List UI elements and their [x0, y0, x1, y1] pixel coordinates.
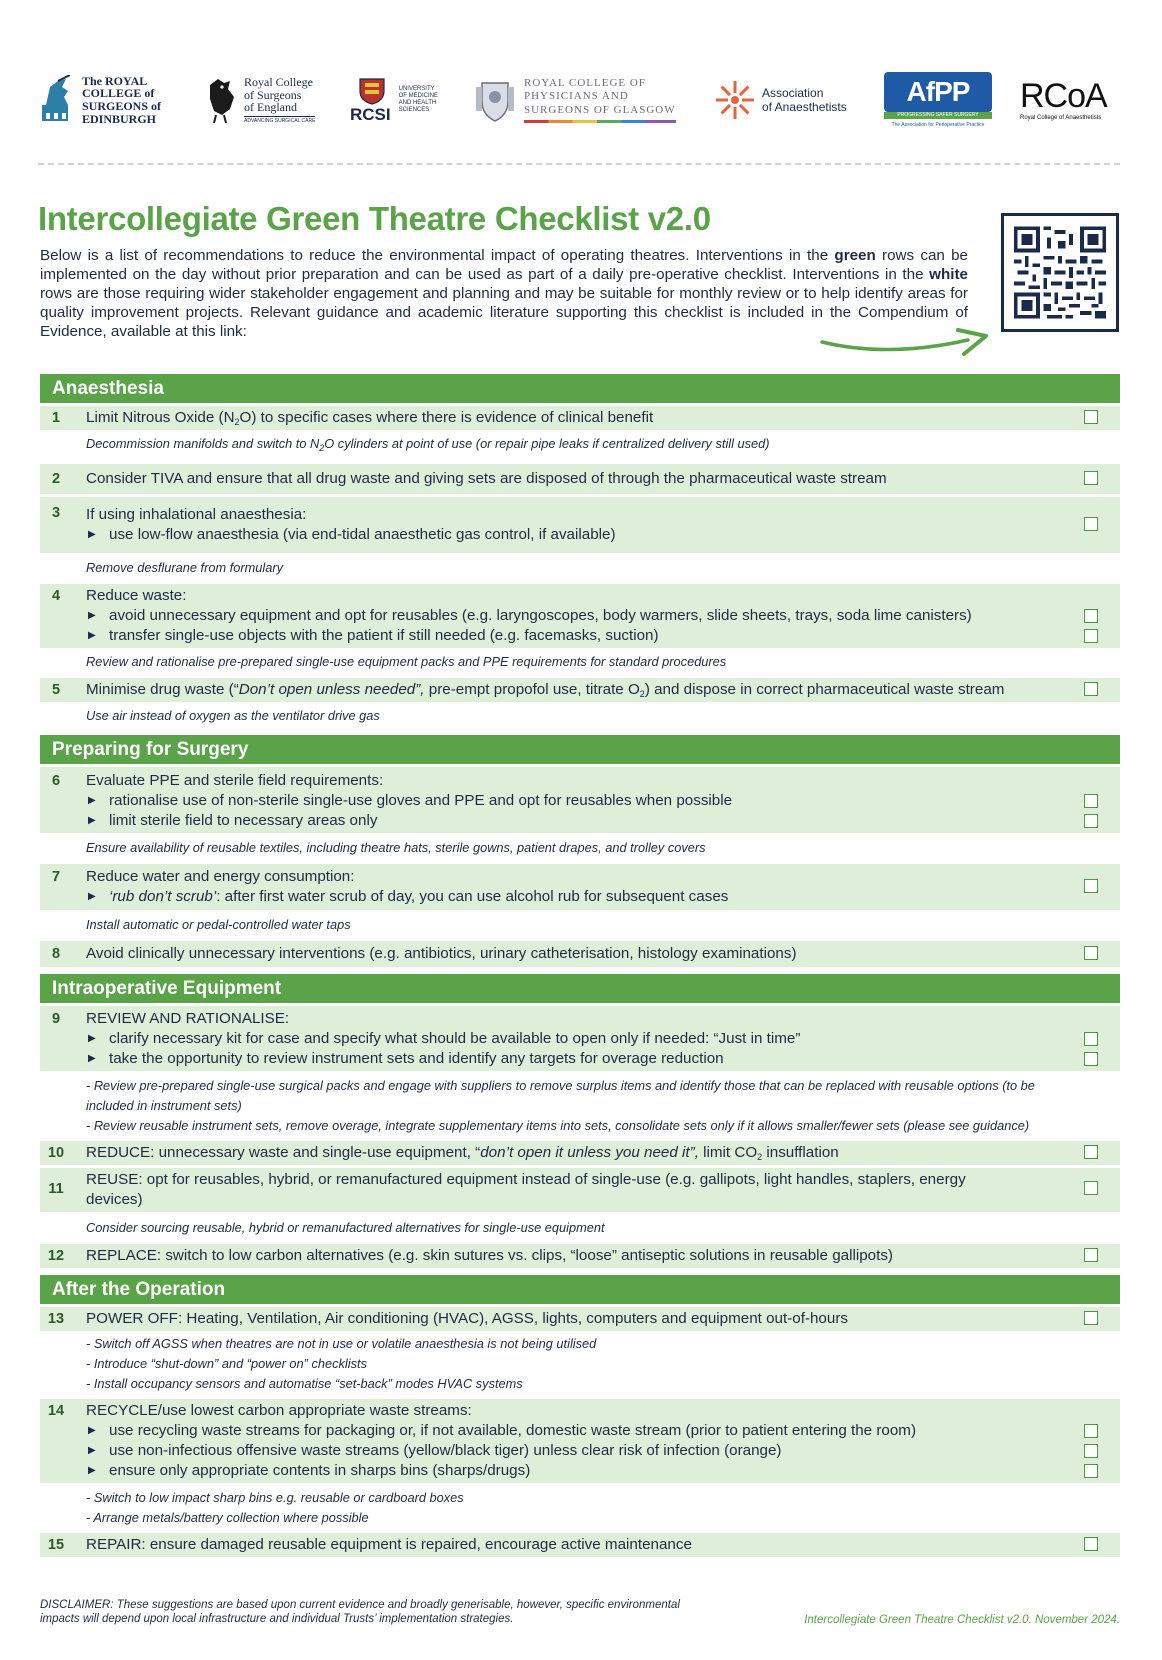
section-after: After the Operation	[40, 1275, 1120, 1304]
aoa-line-2: of Anaesthetists	[762, 100, 847, 114]
rcpsg-line-2: PHYSICIANS AND	[524, 90, 629, 103]
rcsed-line-4: EDINBURGH	[82, 111, 157, 126]
item-number: 10	[47, 1145, 65, 1161]
rcpsg-logo	[474, 68, 676, 132]
aoa-logo	[714, 68, 847, 132]
rcsed-logo	[38, 68, 161, 132]
rcpsg-line-3: SURGEONS OF GLASGOW	[524, 103, 676, 116]
item-number: 2	[51, 471, 61, 487]
item-number: 4	[51, 588, 61, 604]
rcsed-line-2: COLLEGE of	[82, 86, 155, 101]
checkbox[interactable]	[1084, 1248, 1098, 1262]
item-text: Consider TIVA and ensure that all drug waste and giving sets are disposed of through the pharmaceutical waste stream	[86, 469, 1050, 489]
checklist-item-2	[40, 464, 1120, 494]
section-anaesthesia: Anaesthesia	[40, 374, 1120, 403]
bird-crest-icon	[204, 75, 238, 125]
item-text: REPAIR: ensure damaged reusable equipment is repaired, encourage active maintenance	[86, 1535, 1050, 1555]
item-bullet: ▶ rationalise use of non-sterile single-use gloves and PPE and opt for reusables when possible	[86, 791, 1050, 811]
checkbox[interactable]	[1084, 1444, 1098, 1458]
checklist-item-15	[40, 1533, 1120, 1557]
checkbox[interactable]	[1084, 609, 1098, 623]
checklist-item-5	[40, 678, 1120, 702]
item-bullet: ▶ use low-flow anaesthesia (via end-tidal anaesthetic gas control, if available)	[86, 525, 1050, 545]
item-number: 14	[47, 1403, 65, 1419]
checkbox[interactable]	[1084, 1537, 1098, 1551]
rcseng-line-2: of Surgeons	[244, 87, 302, 102]
rcsi-line-3: AND HEALTH	[398, 100, 437, 106]
rcseng-line-3: of England	[244, 100, 297, 115]
item-number: 12	[47, 1248, 65, 1264]
divider	[38, 163, 1120, 165]
checklist-item-4	[40, 584, 1120, 648]
white-row-note: Ensure availability of reusable textiles, including theatre hats, sterile gowns, patient drapes, and trolley covers	[86, 840, 706, 855]
disclaimer: DISCLAIMER: These suggestions are based upon current evidence and broadly generisable, however, specific environmental impacts will depend upon local infrastructure and individual Trusts’ implementation strategies.	[40, 1599, 680, 1625]
afpp-strip: PROGRESSING SAFER SURGERY	[884, 112, 992, 119]
white-row-note: - Install occupancy sensors and automatise “set-back” modes HVAC systems	[86, 1376, 523, 1391]
rcsi-line-1: UNIVERSITY	[398, 86, 435, 93]
white-row-note: Remove desflurane from formulary	[86, 560, 284, 575]
checkbox[interactable]	[1084, 410, 1098, 424]
item-text: Reduce water and energy consumption:	[86, 868, 355, 885]
item-number: 11	[48, 1181, 64, 1197]
item-number: 6	[51, 773, 61, 789]
item-bullet: ▶ avoid unnecessary equipment and opt for reusables (e.g. laryngoscopes, body warmers, slide sheets, trays, soda lime canisters)	[86, 606, 1050, 626]
rcsi-line-4: SCIENCES	[398, 106, 430, 113]
item-bullet: ▶ limit sterile field to necessary areas only	[86, 811, 1050, 831]
arrow-to-qr-icon	[818, 322, 998, 362]
rcseng-line-1: Royal College	[244, 74, 313, 89]
qr-code[interactable]	[1001, 213, 1119, 332]
white-row-note: - Review pre-prepared single-use surgical packs and engage with suppliers to remove surplus items and identify those that can be replaced with reusable options (to be included in instrument sets)	[86, 1078, 1035, 1113]
checklist-item-7	[40, 864, 1120, 910]
rcseng-tagline: ADVANCING SURGICAL CARE	[244, 117, 316, 124]
checkbox[interactable]	[1084, 1181, 1098, 1195]
checkbox[interactable]	[1084, 1424, 1098, 1438]
rcpsg-line-1: ROYAL COLLEGE OF	[524, 77, 646, 90]
green-keyword: green	[834, 247, 876, 264]
item-number: 8	[51, 946, 61, 962]
item-text: If using inhalational anaesthesia:	[86, 506, 307, 523]
rcoa-tagline: Royal College of Anaesthetists	[1020, 115, 1102, 121]
item-text: RECYCLE/use lowest carbon appropriate waste streams:	[86, 1402, 472, 1419]
rcoa-wordmark: RCoA	[1020, 77, 1107, 115]
rcsi-wordmark: RCSI	[350, 105, 391, 124]
checkbox[interactable]	[1084, 1052, 1098, 1066]
checklist-item-8	[40, 941, 1120, 967]
checklist-item-13	[40, 1307, 1120, 1331]
item-bullet: ▶ ensure only appropriate contents in sharps bins (sharps/drugs)	[86, 1461, 1050, 1481]
rcoa-logo	[1020, 68, 1107, 132]
section-preparing: Preparing for Surgery	[40, 735, 1120, 764]
checkbox[interactable]	[1084, 946, 1098, 960]
item-bullet: ▶ ‘rub don’t scrub’: after first water scrub of day, you can use alcohol rub for subsequent cases	[86, 887, 1050, 907]
item-number: 3	[51, 505, 61, 521]
intro-paragraph: Below is a list of recommendations to reduce the environmental impact of operating theatres. Interventions in the green rows can be implemented on the day without prior preparation and can be used as part of a daily pre-operative checklist. Interventions in the white rows are those requiring wider stakeholder engagement and planning and may be suitable for monthly review or to help identify areas for quality improvement projects. Relevant guidance and academic literature supporting this checklist is included in the Compendium of Evidence, available at this link:	[40, 247, 968, 340]
afpp-logo	[884, 68, 992, 132]
white-row-note: Consider sourcing reusable, hybrid or remanufactured alternatives for single-use equipment	[86, 1220, 605, 1235]
item-text: REDUCE: unnecessary waste and single-use equipment, “don’t open it unless you need it”, limit $CO_2$ insufflation	[86, 1143, 1050, 1163]
afpp-tagline: The Association for Perioperative Practice	[891, 122, 985, 128]
checklist-item-1	[40, 406, 1120, 430]
checklist-item-3	[40, 497, 1120, 553]
item-text: POWER OFF: Heating, Ventilation, Air conditioning (HVAC), AGSS, lights, computers and equipment out-of-hours	[86, 1309, 1050, 1329]
item-number: 7	[51, 869, 61, 885]
checklist-item-11	[40, 1168, 1120, 1212]
checkbox[interactable]	[1084, 629, 1098, 643]
white-row-note: - Introduce “shut-down” and “power on” checklists	[86, 1356, 367, 1371]
item-bullet: ▶ use non-infectious offensive waste streams (yellow/black tiger) unless clear risk of infection (orange)	[86, 1441, 1050, 1461]
aoa-line-1: Association	[762, 85, 824, 100]
checklist-item-6	[40, 767, 1120, 833]
checkbox[interactable]	[1084, 879, 1098, 893]
page-title: Intercollegiate Green Theatre Checklist v2.0	[38, 200, 711, 237]
checkbox[interactable]	[1084, 1311, 1098, 1325]
item-bullet: ▶ clarify necessary kit for case and specify what should be available to open only if needed: “Just in time”	[86, 1029, 1050, 1049]
item-text: REPLACE: switch to low carbon alternatives (e.g. skin sutures vs. clips, “loose” antiseptic solutions in reusable gallipots)	[86, 1246, 1050, 1266]
qr-code-icon	[1014, 226, 1106, 319]
rcsed-line-3: SURGEONS of	[82, 99, 162, 113]
checkbox[interactable]	[1084, 1145, 1098, 1159]
item-text: REUSE: opt for reusables, hybrid, or remanufactured equipment instead of single-use (e.g. gallipots, light handles, staplers, energy devices)	[86, 1171, 966, 1208]
rcpsg-colour-bar	[524, 120, 676, 123]
white-row-note: Review and rationalise pre-prepared single-use equipment packs and PPE requirements for standard procedures	[86, 654, 727, 669]
white-row-note: - Arrange metals/battery collection where possible	[86, 1510, 369, 1525]
item-text: Reduce waste:	[86, 587, 187, 604]
checkbox[interactable]	[1084, 814, 1098, 828]
white-row-note: Decommission manifolds and switch to $N_2O$ cylinders at point of use (or repair pipe leaks if centralized delivery still used)	[86, 436, 770, 453]
checkbox[interactable]	[1084, 471, 1098, 485]
rcsi-logo	[350, 68, 438, 132]
checklist-item-9	[40, 1006, 1120, 1071]
checkbox[interactable]	[1084, 1464, 1098, 1478]
white-keyword: white	[929, 266, 968, 283]
rcsed-line-1: The ROYAL	[82, 73, 148, 88]
white-row-note: - Switch off AGSS when theatres are not in use or volatile anaesthesia is not being utilised	[86, 1336, 597, 1351]
item-number: 13	[47, 1311, 65, 1327]
partner-logos	[38, 68, 1118, 132]
white-row-note: - Review reusable instrument sets, remove overage, integrate supplementary items into sets, consolidate sets only if it allows smaller/fewer sets (please see guidance)	[86, 1118, 1030, 1133]
item-number: 15	[47, 1537, 65, 1553]
starburst-icon	[714, 79, 756, 121]
item-text: Minimise drug waste (“Don’t open unless needed”, pre-empt propofol use, titrate $O_2$) and dispose in correct pharmaceutical waste stream	[86, 680, 1050, 700]
coat-of-arms-icon	[474, 75, 516, 125]
white-row-note: Use air instead of oxygen as the ventilator drive gas	[86, 708, 380, 723]
checkbox[interactable]	[1084, 517, 1098, 531]
checklist	[40, 374, 1120, 1557]
checklist-item-12	[40, 1244, 1120, 1268]
item-number: 1	[51, 410, 61, 426]
footer-version: Intercollegiate Green Theatre Checklist v2.0. November 2024.	[804, 1614, 1120, 1626]
item-text: REVIEW AND RATIONALISE:	[86, 1010, 290, 1027]
item-number: 9	[51, 1011, 61, 1027]
item-bullet: ▶ transfer single-use objects with the patient if still needed (e.g. facemasks, suction)	[86, 626, 1050, 646]
rcsi-line-2: OF MEDICINE	[398, 93, 438, 100]
checklist-item-14	[40, 1399, 1120, 1483]
item-bullet: ▶ take the opportunity to review instrument sets and identify any targets for overage reduction	[86, 1049, 1050, 1069]
rcseng-logo	[204, 68, 315, 132]
item-text: Evaluate PPE and sterile field requirements:	[86, 772, 384, 789]
afpp-wordmark: AfPP	[884, 72, 992, 112]
section-intraop: Intraoperative Equipment	[40, 974, 1120, 1003]
checklist-item-10	[40, 1141, 1120, 1165]
item-text: Limit Nitrous Oxide $(N_2O)$ to specific cases where there is evidence of clinical benefit	[86, 408, 1050, 428]
checkbox[interactable]	[1084, 682, 1098, 696]
unicorn-crest-icon	[38, 75, 76, 125]
checkbox[interactable]	[1084, 794, 1098, 808]
white-row-note: - Switch to low impact sharp bins e.g. reusable or cardboard boxes	[86, 1490, 464, 1505]
checkbox[interactable]	[1084, 1032, 1098, 1046]
item-number: 5	[51, 682, 61, 698]
item-text: Avoid clinically unnecessary interventions (e.g. antibiotics, urinary catheterisation, histology examinations)	[86, 944, 1050, 964]
white-row-note: Install automatic or pedal-controlled water taps	[86, 917, 351, 932]
crest-shield-icon	[357, 75, 387, 105]
item-bullet: ▶ use recycling waste streams for packaging or, if not available, domestic waste stream (prior to patient entering the room)	[86, 1421, 1050, 1441]
